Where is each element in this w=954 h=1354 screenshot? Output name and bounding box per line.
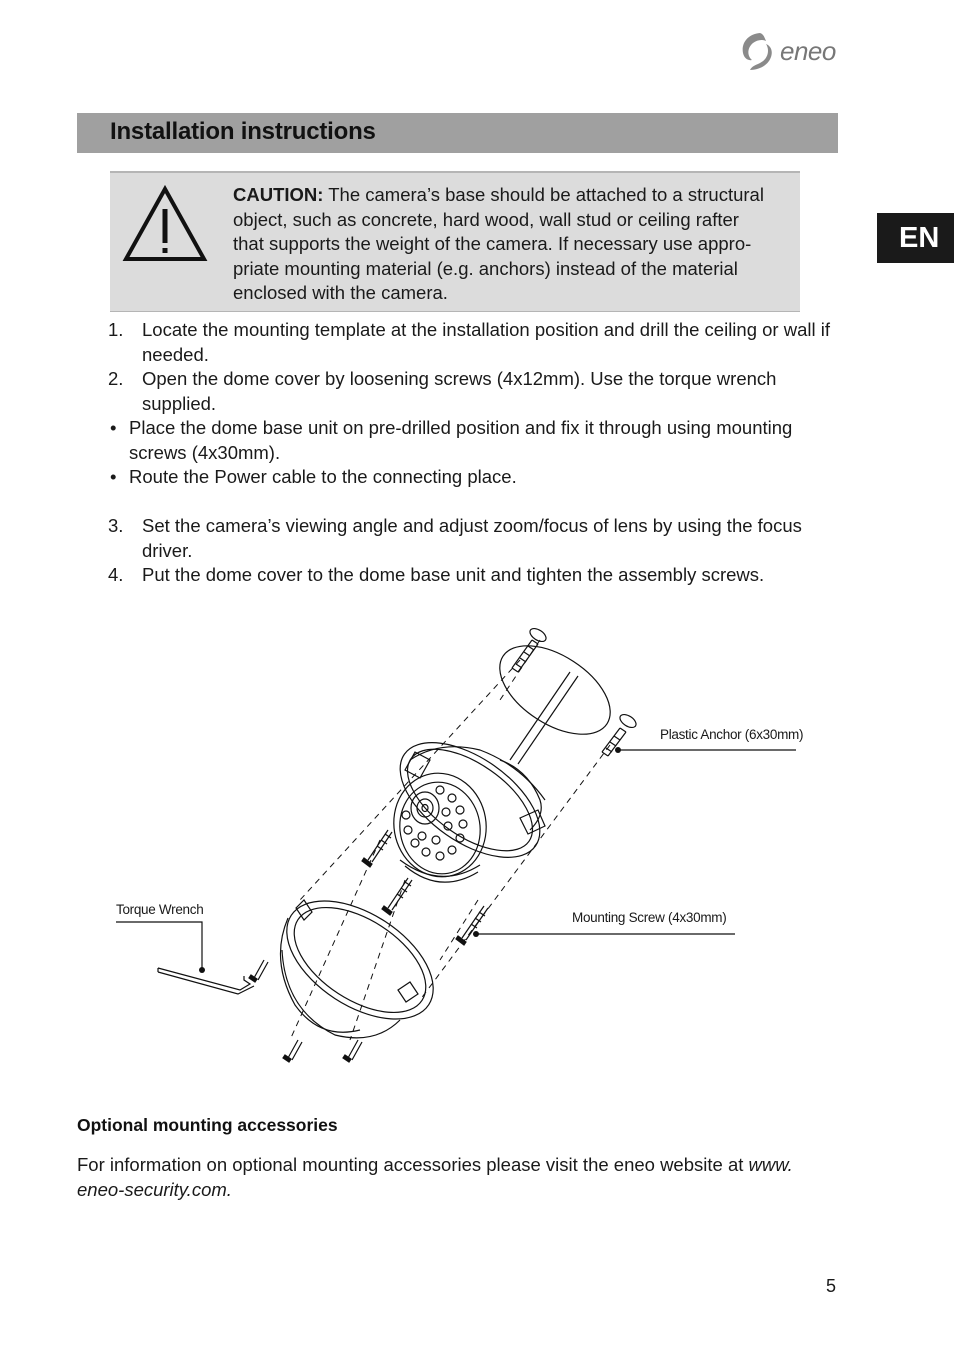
step-number: 2. <box>108 368 124 389</box>
cover-screw-3 <box>249 960 268 982</box>
mounting-screw-2 <box>382 878 412 915</box>
warning-triangle-icon <box>122 185 208 263</box>
caution-line: object, such as concrete, hard wood, wall stud or ceiling rafter <box>233 208 739 230</box>
plastic-anchor-top <box>512 640 538 672</box>
drill-hole <box>618 712 639 730</box>
bullet-dot: • <box>110 417 117 438</box>
installation-diagram <box>0 600 954 1080</box>
camera-lens-module <box>386 766 495 884</box>
website-link-cont[interactable]: eneo-security.com. <box>77 1178 232 1200</box>
label-mounting-screw: Mounting Screw (4x30mm) <box>572 910 727 925</box>
bullet-dot: • <box>110 466 117 487</box>
caution-line: priate mounting material (e.g. anchors) instead of the material <box>233 257 738 279</box>
caution-label: CAUTION: <box>233 184 324 205</box>
bullet-text: Place the dome base unit on pre-drilled position and fix it through using mounting screws (4x30mm). <box>129 417 793 463</box>
step-number: 1. <box>108 319 124 340</box>
step-3 <box>106 514 846 563</box>
cover-screw-2 <box>343 1040 362 1062</box>
bullet-2 <box>106 465 846 490</box>
dome-cover <box>266 877 454 1043</box>
page-number: 5 <box>826 1276 837 1296</box>
caution-line: CAUTION: The camera’s base should be attached to a structural <box>233 184 764 205</box>
step-2 <box>106 367 846 416</box>
caution-box <box>110 171 800 312</box>
language-tab-en: EN <box>877 213 954 263</box>
mounting-screw-1 <box>362 830 392 867</box>
torque-wrench <box>158 968 254 994</box>
installation-steps <box>106 318 846 588</box>
label-plastic-anchor: Plastic Anchor (6x30mm) <box>660 727 804 742</box>
step-text: Set the camera’s viewing angle and adjust zoom/focus of lens by using the focus driver. <box>142 515 802 561</box>
bullet-1 <box>106 416 846 465</box>
step-4 <box>106 563 846 588</box>
dome-camera-exploded-view <box>0 600 954 1080</box>
step-text: Locate the mounting template at the installation position and drill the ceiling or wall if needed. <box>142 319 830 365</box>
plastic-anchor-right <box>602 728 626 756</box>
label-torque-wrench: Torque Wrench <box>116 902 204 917</box>
step-text: Open the dome cover by loosening screws (4x12mm). Use the torque wrench supplied. <box>142 368 777 414</box>
step-number: 3. <box>108 515 124 536</box>
step-1 <box>106 318 846 367</box>
eneo-logo <box>740 30 840 72</box>
step-text: Put the dome cover to the dome base unit and tighten the assembly screws. <box>142 564 765 585</box>
caution-line: that supports the weight of the camera. If necessary use appro- <box>233 233 752 254</box>
accessories-text: For information on optional mounting accessories please visit the eneo website at www. eneo-security.com. <box>77 1154 793 1200</box>
cover-screw-1 <box>283 1040 302 1062</box>
bullet-text: Route the Power cable to the connecting place. <box>129 466 517 487</box>
section-title: Installation instructions <box>110 118 376 145</box>
logo-text: eneo <box>780 36 836 66</box>
website-link[interactable]: www. <box>748 1154 793 1175</box>
leader-line-wrench <box>116 922 202 970</box>
mounting-screw-3 <box>456 906 488 945</box>
caution-text <box>233 183 788 306</box>
accessories-heading: Optional mounting accessories <box>77 1115 338 1135</box>
eneo-swirl-icon <box>740 30 776 72</box>
section-header-bar <box>77 113 838 153</box>
caution-line: enclosed with the camera. <box>233 282 448 303</box>
step-number: 4. <box>108 564 124 585</box>
ceiling-template-plate <box>484 628 625 753</box>
